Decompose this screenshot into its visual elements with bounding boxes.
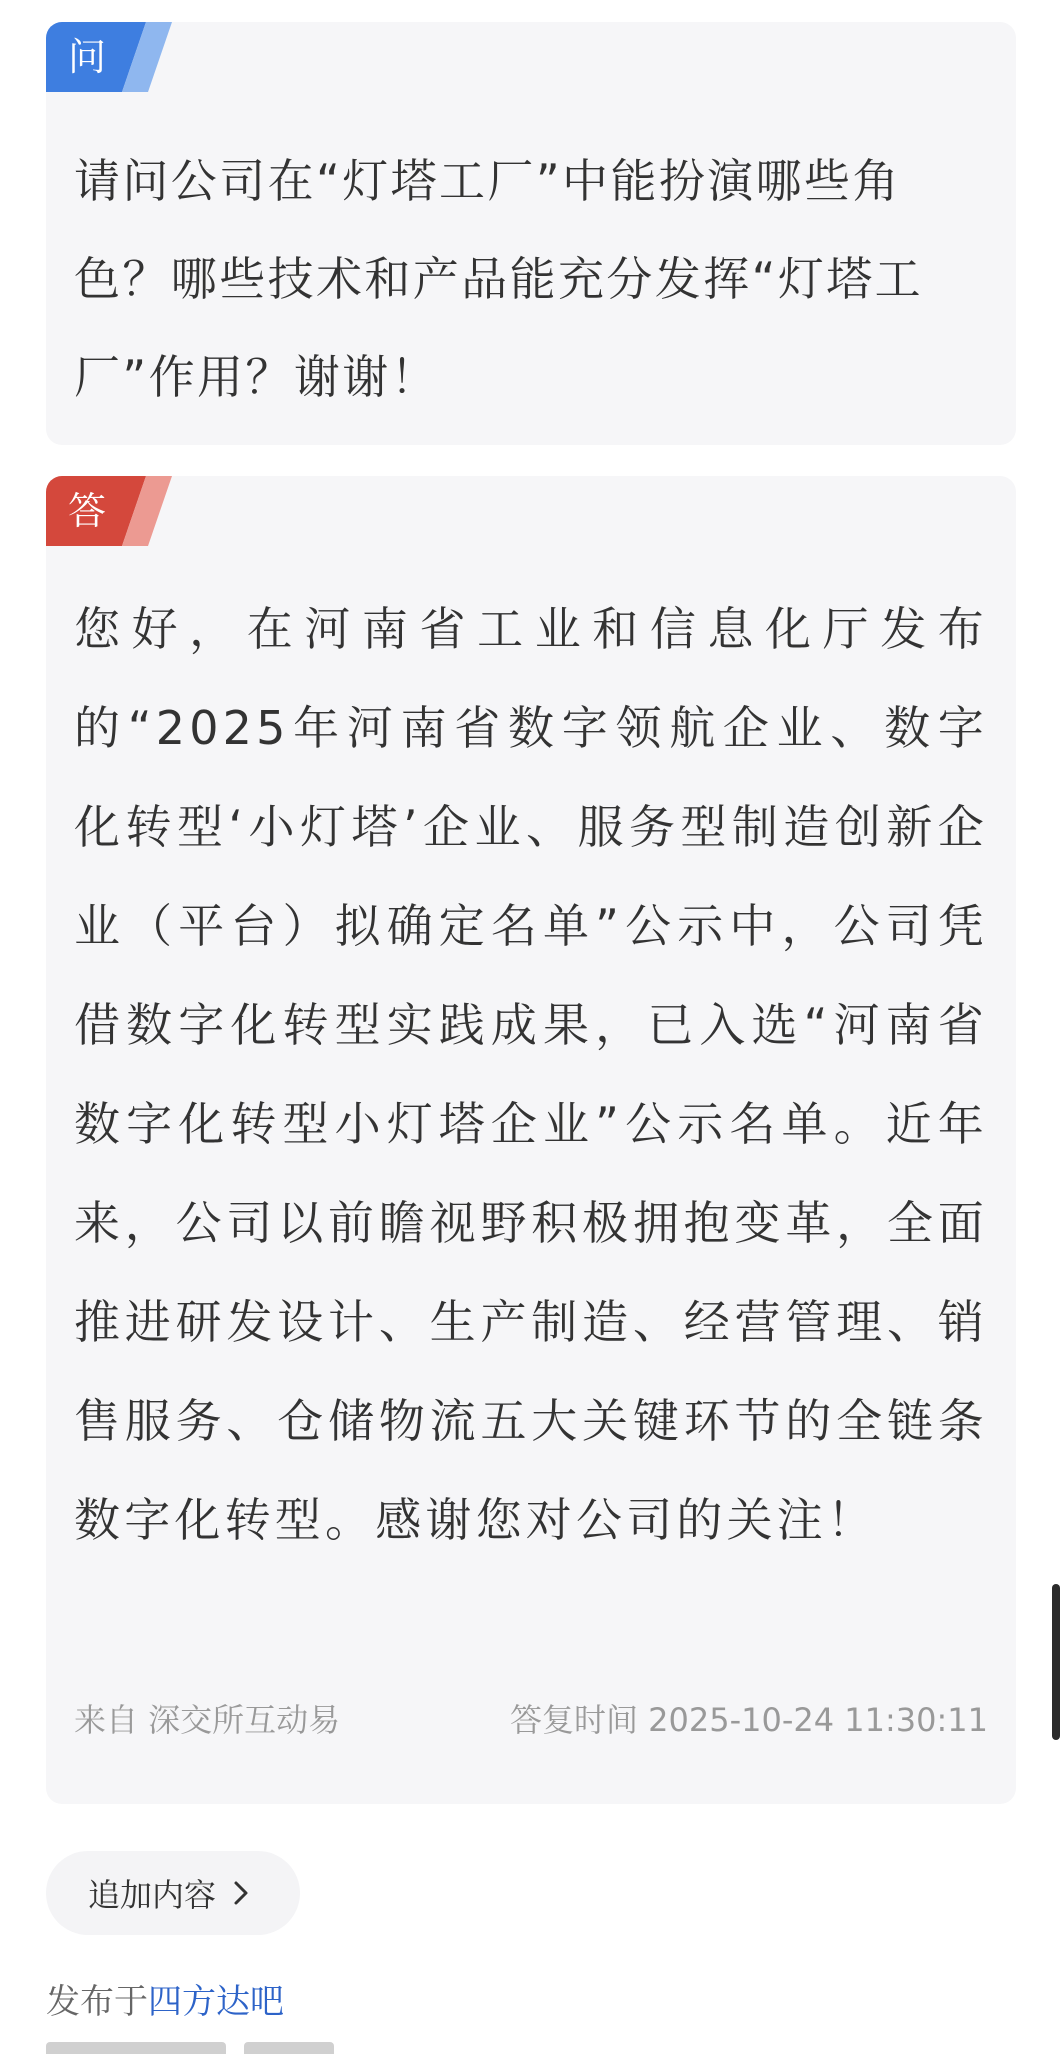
answer-reply-time: 答复时间 2025-10-24 11:30:11 — [509, 1701, 988, 1739]
publish-info — [46, 1980, 284, 2024]
answer-tag — [46, 476, 172, 546]
forum-link[interactable]: 四方达吧 — [148, 1982, 284, 2022]
scrollbar[interactable] — [1052, 1584, 1060, 1740]
answer-source: 来自 深交所互动易 — [74, 1701, 341, 1739]
chevron-right-icon — [230, 1878, 252, 1908]
question-text: 请问公司在“灯塔工厂”中能扮演哪些角色？哪些技术和产品能充分发挥“灯塔工厂”作用？谢谢！ — [74, 154, 924, 404]
cut-off-content — [46, 2042, 446, 2054]
question-card — [46, 22, 1016, 445]
publish-prefix: 发布于 — [46, 1982, 148, 2022]
answer-tag-label: 答 — [68, 489, 107, 533]
question-tag-label: 问 — [68, 35, 107, 79]
answer-text: 您好，在河南省工业和信息化厅发布的“2025年河南省数字领航企业、数字化转型‘小灯塔’企业、服务型制造创新企业（平台）拟确定名单”公示中，公司凭借数字化转型实践成果，已入选“河南省数字化转型小灯塔企业”公示名单。近年来，公司以前瞻视野积极拥抱变革，全面推进研发设计、生产制造、经营管理、销售服务、仓储物流五大关键环节的全链条数字化转型。感谢您对公司的关注！ — [74, 602, 988, 1547]
cut-off-text-line — [46, 2042, 226, 2054]
answer-tag-shape — [46, 476, 172, 546]
answer-card — [46, 476, 1016, 1804]
append-content-button[interactable] — [46, 1851, 300, 1935]
question-tag — [46, 22, 172, 92]
cut-off-text-line — [244, 2042, 334, 2054]
question-tag-shape — [46, 22, 172, 92]
append-content-label: 追加内容 — [88, 1876, 217, 1914]
